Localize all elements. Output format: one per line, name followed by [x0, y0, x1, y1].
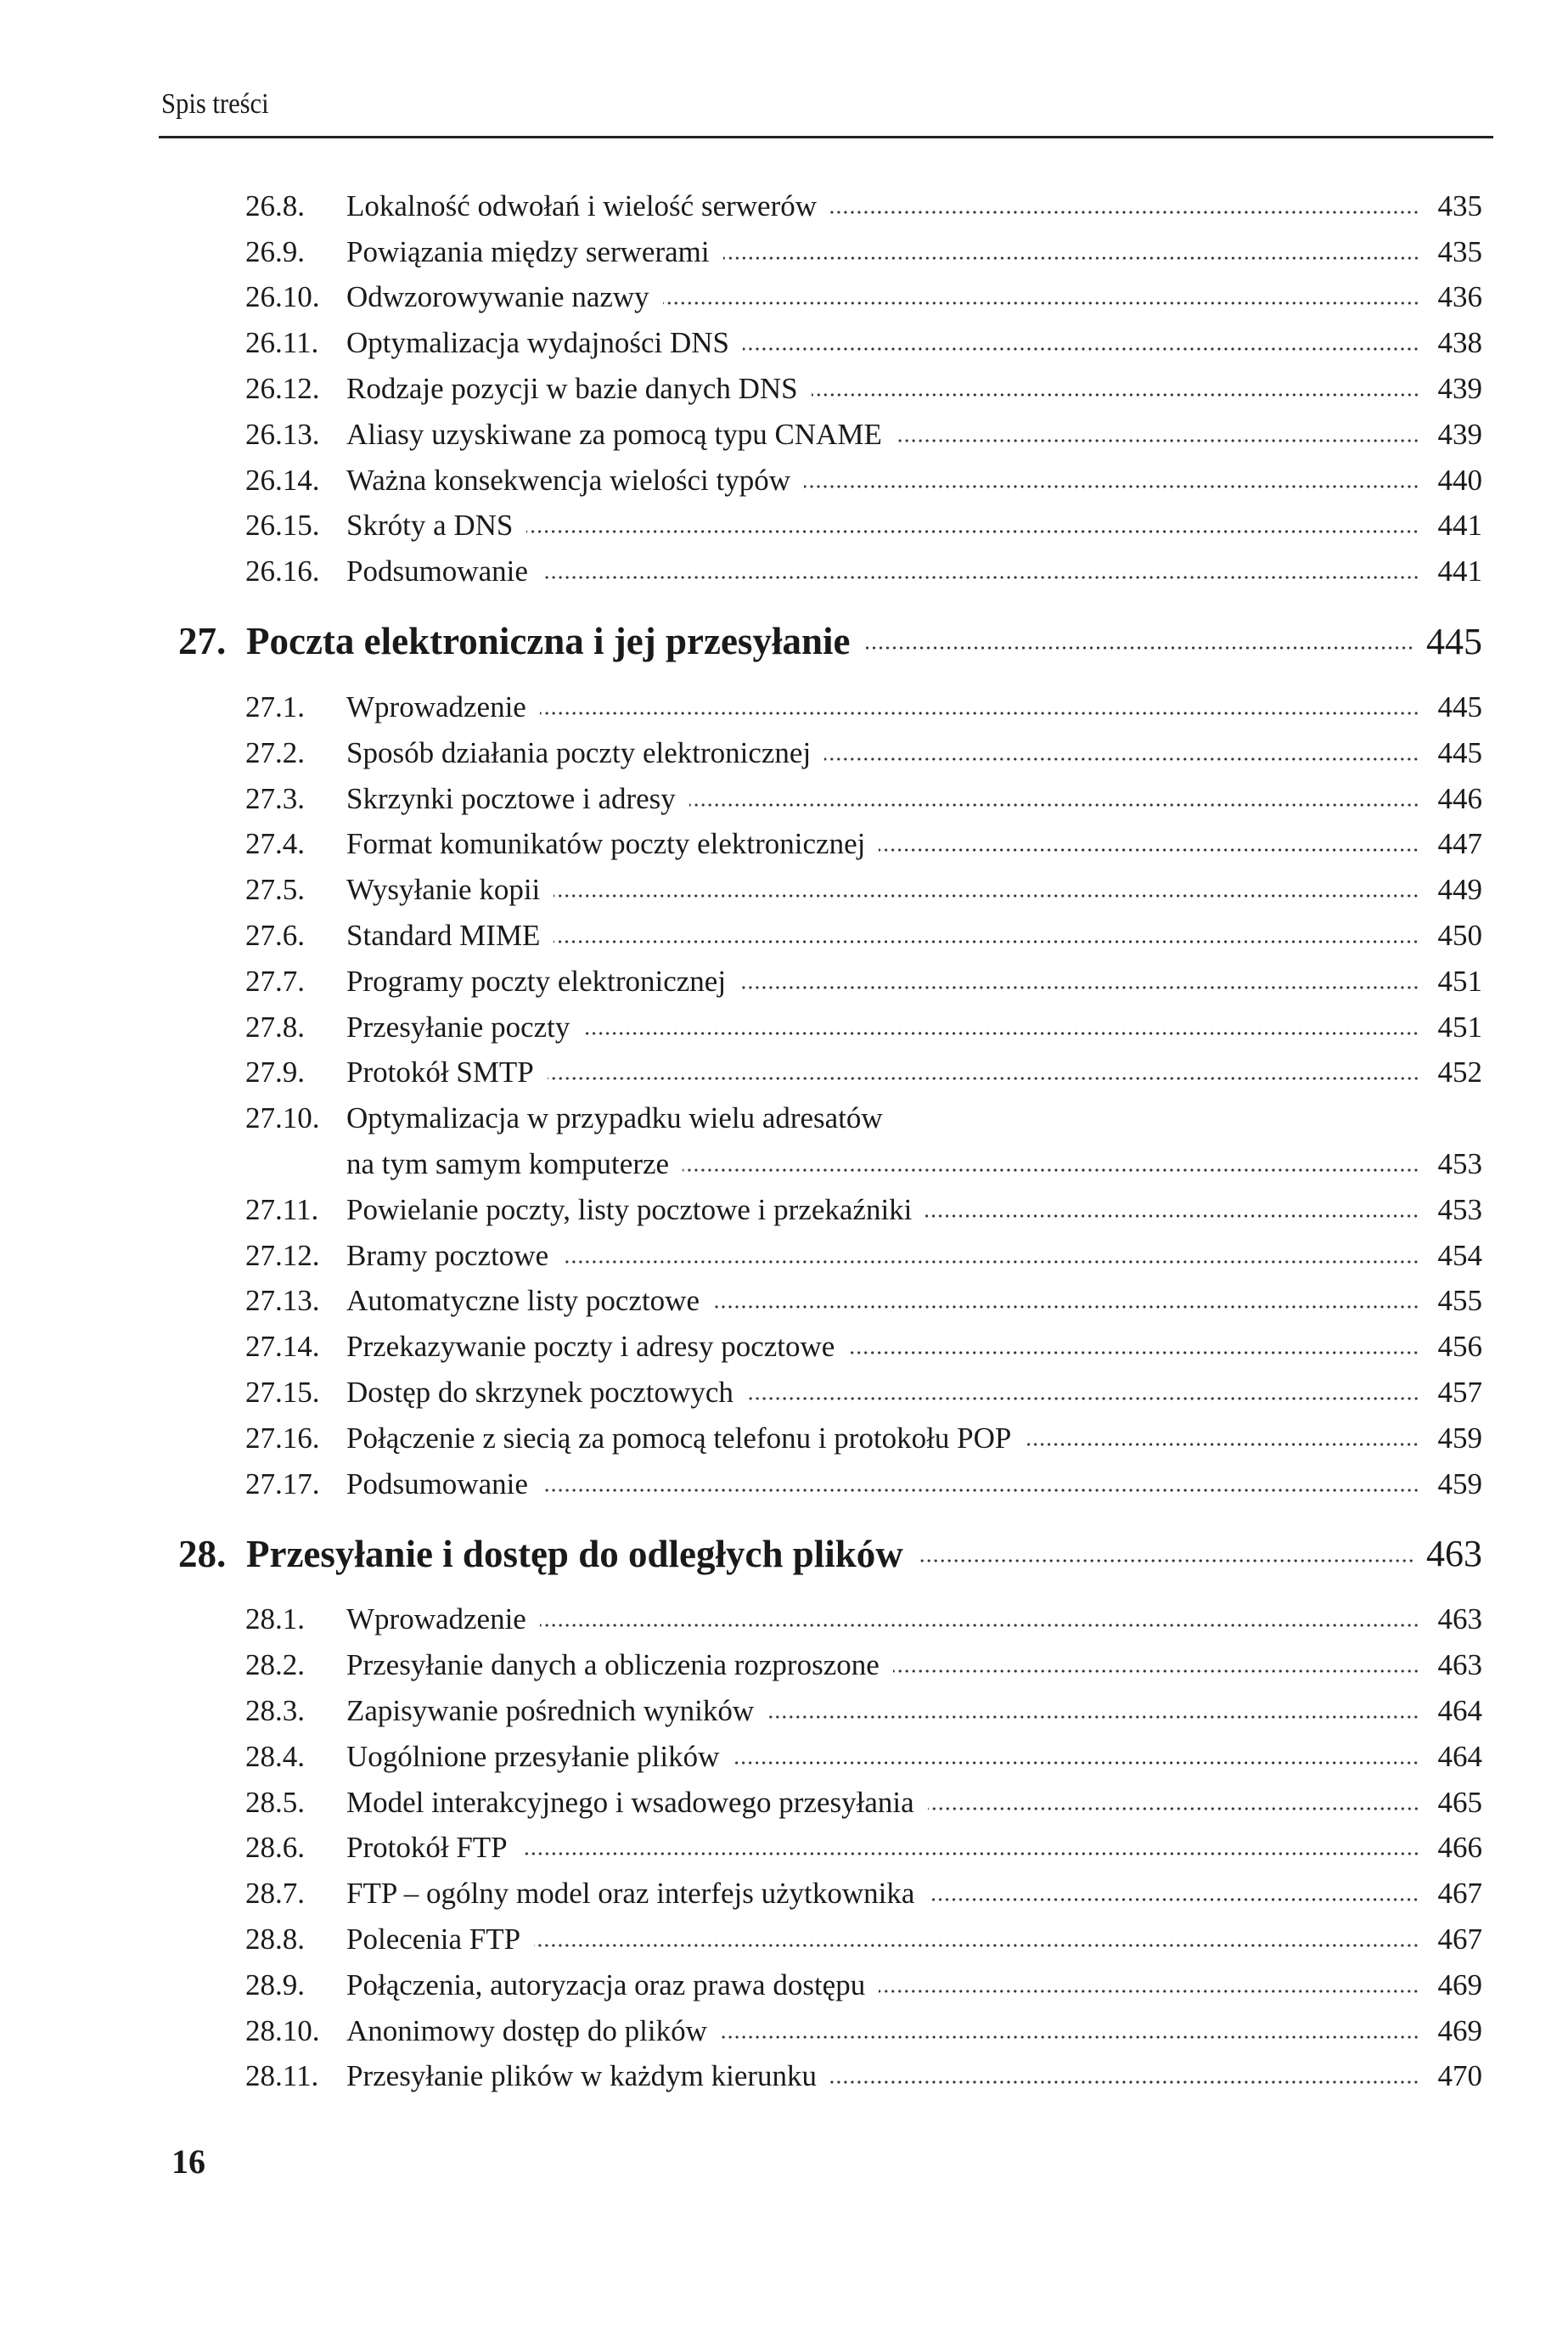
page-reference: 441	[1437, 555, 1482, 588]
section-title: Programy poczty elektronicznej	[346, 964, 727, 998]
dot-leader	[713, 1304, 1419, 1309]
section-title: Optymalizacja w przypadku wielu adresatów	[346, 1101, 883, 1135]
dot-leader	[540, 1623, 1419, 1628]
toc-entry	[178, 183, 1482, 229]
page-reference: 456	[1437, 1330, 1482, 1364]
table-of-contents	[178, 183, 1482, 2099]
dot-leader	[830, 210, 1419, 215]
section-title: Format komunikatów poczty elektronicznej	[346, 827, 866, 861]
section-number: 27.13.	[245, 1284, 320, 1318]
toc-chapter-heading	[178, 1534, 1482, 1574]
section-title: Połączenie z siecią za pomocą telefonu i protokołu POP	[346, 1421, 1012, 1455]
section-number: 26.9.	[245, 234, 305, 268]
page-reference: 435	[1437, 189, 1482, 222]
toc-entry	[178, 1780, 1482, 1826]
section-number: 28.6.	[245, 1831, 305, 1865]
toc-entry	[178, 1233, 1482, 1279]
dot-leader	[548, 1076, 1419, 1081]
section-number: 27.3.	[245, 781, 305, 815]
section-number: 27.12.	[245, 1238, 320, 1272]
section-number: 27.17.	[245, 1467, 320, 1500]
section-number: 26.16.	[245, 555, 320, 588]
page-reference: 470	[1437, 2059, 1482, 2093]
page-reference: 459	[1437, 1421, 1482, 1455]
page-reference: 464	[1437, 1694, 1482, 1727]
section-title: Odwzorowywanie nazwy	[346, 280, 649, 314]
dot-leader	[879, 1989, 1419, 1994]
dot-leader	[521, 1851, 1419, 1856]
toc-entry	[178, 1050, 1482, 1096]
section-title: Powielanie poczty, listy pocztowe i przekaźniki	[346, 1192, 913, 1226]
section-number: 28.5.	[245, 1785, 305, 1819]
dot-leader	[804, 484, 1419, 489]
page-reference: 463	[1437, 1648, 1482, 1682]
toc-entry	[178, 504, 1482, 549]
dot-leader	[928, 1806, 1419, 1811]
section-number: 27.4.	[245, 827, 305, 861]
section-title: Ważna konsekwencja wielości typów	[346, 463, 790, 497]
section-title: Protokół FTP	[346, 1831, 508, 1865]
page-reference: 445	[1426, 620, 1482, 662]
section-title: Podsumowanie	[346, 1467, 528, 1500]
dot-leader	[663, 301, 1419, 306]
dot-leader	[540, 711, 1419, 716]
toc-entry-continuation	[178, 1141, 1482, 1187]
page-reference: 438	[1437, 326, 1482, 360]
toc-entry	[178, 1597, 1482, 1643]
dot-leader	[747, 1396, 1419, 1401]
toc-entry	[178, 1962, 1482, 2008]
page-reference: 469	[1437, 1968, 1482, 2001]
dot-leader	[542, 575, 1419, 580]
page-reference: 459	[1437, 1467, 1482, 1500]
page-reference: 441	[1437, 509, 1482, 543]
section-number: 28.7.	[245, 1877, 305, 1911]
section-number: 27.2.	[245, 735, 305, 769]
section-number: 27.9.	[245, 1056, 305, 1089]
section-title: Sposób działania poczty elektronicznej	[346, 735, 812, 769]
page-reference: 439	[1437, 372, 1482, 406]
section-title: Protokół SMTP	[346, 1056, 534, 1089]
dot-leader	[743, 346, 1419, 352]
dot-leader	[812, 392, 1419, 397]
toc-entry	[178, 1279, 1482, 1325]
section-number: 26.13.	[245, 417, 320, 451]
dot-leader	[554, 893, 1419, 898]
running-head: Spis treści	[161, 88, 269, 120]
section-number: 26.12.	[245, 372, 320, 406]
section-number: 26.10.	[245, 280, 320, 314]
dot-leader	[928, 1897, 1419, 1902]
toc-entry	[178, 959, 1482, 1005]
dot-leader	[526, 529, 1419, 534]
page-reference: 463	[1437, 1602, 1482, 1636]
page-reference: 464	[1437, 1739, 1482, 1773]
section-number: 27.1.	[245, 690, 305, 724]
page-reference: 465	[1437, 1785, 1482, 1819]
section-title: Aliasy uzyskiwane za pomocą typu CNAME	[346, 417, 882, 451]
section-title: Podsumowanie	[346, 555, 528, 588]
section-number: 27.11.	[245, 1192, 319, 1226]
section-title: Przesyłanie i dostęp do odległych plików	[246, 1532, 903, 1575]
section-number: 26.8.	[245, 189, 305, 222]
toc-entry	[178, 776, 1482, 822]
dot-leader	[733, 1760, 1419, 1765]
toc-entry	[178, 1826, 1482, 1872]
dot-leader	[562, 1259, 1419, 1264]
section-number: 27.5.	[245, 873, 305, 907]
page-reference: 451	[1437, 964, 1482, 998]
section-number: 28.8.	[245, 1922, 305, 1956]
toc-entry	[178, 822, 1482, 868]
page-reference: 466	[1437, 1831, 1482, 1865]
toc-entry	[178, 1005, 1482, 1050]
page-reference: 449	[1437, 873, 1482, 907]
section-title: Poczta elektroniczna i jej przesyłanie	[246, 620, 851, 663]
section-number: 27.10.	[245, 1101, 320, 1135]
dot-leader	[534, 1943, 1419, 1948]
section-title: Wysyłanie kopii	[346, 873, 541, 907]
section-title: Uogólnione przesyłanie plików	[346, 1739, 720, 1773]
page-reference: 453	[1437, 1192, 1482, 1226]
section-title: Skróty a DNS	[346, 509, 514, 543]
toc-entry	[178, 1871, 1482, 1917]
toc-entry	[178, 366, 1482, 412]
toc-entry	[178, 2053, 1482, 2099]
page-reference: 445	[1437, 735, 1482, 769]
section-title: Optymalizacja wydajności DNS	[346, 326, 730, 360]
page-reference: 469	[1437, 2013, 1482, 2047]
section-title: Lokalność odwołań i wielość serwerów	[346, 189, 818, 222]
toc-entry	[178, 684, 1482, 730]
section-number: 27.14.	[245, 1330, 320, 1364]
toc-entry	[178, 2008, 1482, 2054]
toc-entry	[178, 1917, 1482, 1962]
toc-entry	[178, 1734, 1482, 1780]
page-reference: 453	[1437, 1147, 1482, 1181]
toc-entry	[178, 1688, 1482, 1734]
section-title: Polecenia FTP	[346, 1922, 521, 1956]
dot-leader	[683, 1168, 1419, 1173]
toc-entry	[178, 275, 1482, 321]
section-title: Przesyłanie danych a obliczenia rozproszone	[346, 1648, 880, 1682]
section-title: Rodzaje pozycji w bazie danych DNS	[346, 372, 798, 406]
section-title: Przekazywanie poczty i adresy pocztowe	[346, 1330, 835, 1364]
section-number: 28.3.	[245, 1694, 305, 1727]
dot-leader	[583, 1031, 1419, 1036]
toc-entry	[178, 1642, 1482, 1688]
toc-entry	[178, 913, 1482, 959]
dot-leader	[896, 438, 1419, 443]
page-reference: 446	[1437, 781, 1482, 815]
page-number: 16	[171, 2142, 205, 2181]
dot-leader	[925, 1213, 1419, 1219]
toc-entry	[178, 1324, 1482, 1370]
toc-entry	[178, 1370, 1482, 1416]
section-title: Dostęp do skrzynek pocztowych	[346, 1376, 733, 1410]
page-reference: 454	[1437, 1238, 1482, 1272]
toc-entry	[178, 867, 1482, 913]
section-title: Połączenia, autoryzacja oraz prawa dostępu	[346, 1968, 866, 2001]
toc-entry	[178, 730, 1482, 776]
page-reference: 440	[1437, 463, 1482, 497]
dot-leader	[848, 1350, 1419, 1355]
section-title: Zapisywanie pośrednich wyników	[346, 1694, 755, 1727]
page-reference: 463	[1426, 1533, 1482, 1575]
toc-entry	[178, 229, 1482, 275]
page-reference: 455	[1437, 1284, 1482, 1318]
dot-leader	[542, 1488, 1419, 1493]
section-number: 28.11.	[245, 2059, 319, 2093]
section-title: na tym samym komputerze	[346, 1147, 670, 1181]
toc-entry	[178, 412, 1482, 458]
section-title: Powiązania między serwerami	[346, 234, 710, 268]
toc-chapter-heading	[178, 621, 1482, 662]
section-title: Skrzynki pocztowe i adresy	[346, 781, 676, 815]
section-number: 28.10.	[245, 2013, 320, 2047]
section-number: 27.	[178, 620, 227, 663]
page-reference: 457	[1437, 1376, 1482, 1410]
section-number: 27.8.	[245, 1010, 305, 1044]
section-number: 27.7.	[245, 964, 305, 998]
section-title: Standard MIME	[346, 919, 541, 953]
dot-leader	[723, 256, 1419, 261]
section-title: Wprowadzenie	[346, 690, 526, 724]
section-number: 28.	[178, 1532, 227, 1575]
section-title: Przesyłanie poczty	[346, 1010, 570, 1044]
dot-leader	[824, 757, 1419, 762]
section-number: 28.9.	[245, 1968, 305, 2001]
toc-entry	[178, 549, 1482, 594]
section-title: Bramy pocztowe	[346, 1238, 549, 1272]
toc-entry	[178, 1416, 1482, 1461]
section-number: 26.14.	[245, 463, 320, 497]
section-title: Przesyłanie plików w każdym kierunku	[346, 2059, 818, 2093]
page-reference: 467	[1437, 1877, 1482, 1911]
toc-entry	[178, 1187, 1482, 1233]
section-number: 26.11.	[245, 326, 319, 360]
page-reference: 467	[1437, 1922, 1482, 1956]
section-number: 28.2.	[245, 1648, 305, 1682]
toc-entry	[178, 1095, 1482, 1141]
page-reference: 452	[1437, 1056, 1482, 1089]
page-reference: 451	[1437, 1010, 1482, 1044]
section-number: 28.1.	[245, 1602, 305, 1636]
section-title: Anonimowy dostęp do plików	[346, 2013, 707, 2047]
dot-leader	[863, 645, 1414, 650]
header-rule	[159, 136, 1493, 138]
dot-leader	[767, 1714, 1419, 1720]
section-title: Automatyczne listy pocztowe	[346, 1284, 700, 1318]
dot-leader	[1025, 1442, 1419, 1447]
dot-leader	[554, 939, 1419, 944]
page-reference: 447	[1437, 827, 1482, 861]
section-title: Wprowadzenie	[346, 1602, 526, 1636]
dot-leader	[830, 2080, 1419, 2085]
page-reference: 445	[1437, 690, 1482, 724]
toc-entry	[178, 1461, 1482, 1507]
section-number: 27.6.	[245, 919, 305, 953]
toc-entry	[178, 320, 1482, 366]
dot-leader	[739, 985, 1419, 990]
section-title: Model interakcyjnego i wsadowego przesyłania	[346, 1785, 914, 1819]
dot-leader	[721, 2035, 1419, 2040]
section-number: 27.15.	[245, 1376, 320, 1410]
toc-entry	[178, 458, 1482, 504]
section-title: FTP – ogólny model oraz interfejs użytkownika	[346, 1877, 915, 1911]
section-number: 28.4.	[245, 1739, 305, 1773]
page-reference: 450	[1437, 919, 1482, 953]
dot-leader	[689, 802, 1419, 808]
page-reference: 435	[1437, 234, 1482, 268]
section-number: 26.15.	[245, 509, 320, 543]
dot-leader	[893, 1669, 1419, 1674]
dot-leader	[879, 847, 1419, 853]
section-number: 27.16.	[245, 1421, 320, 1455]
dot-leader	[917, 1558, 1414, 1563]
page-reference: 436	[1437, 280, 1482, 314]
page-reference: 439	[1437, 417, 1482, 451]
